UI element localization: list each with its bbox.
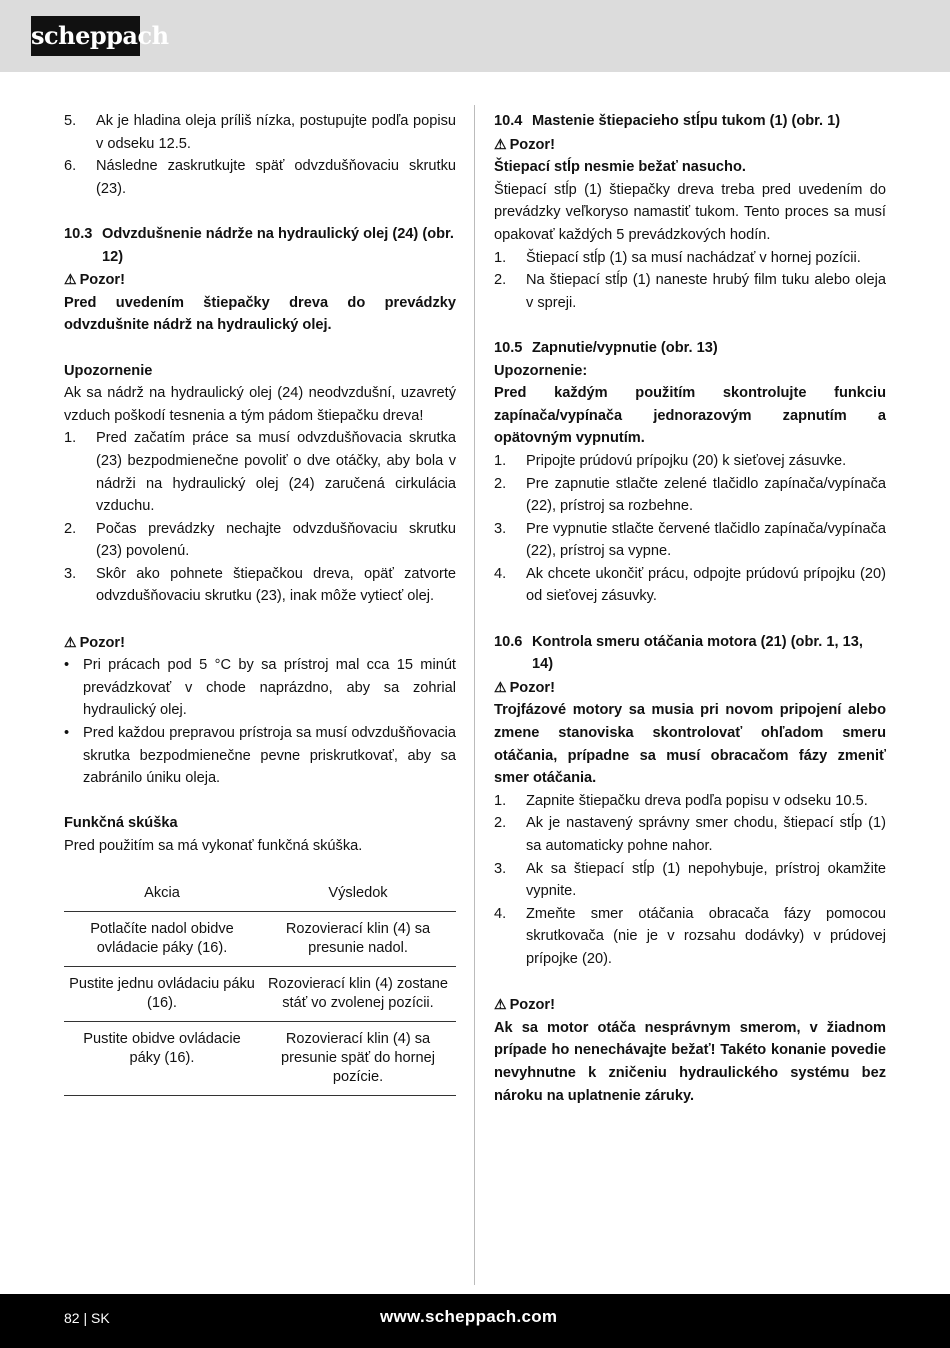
brand-logo: scheppach [31, 16, 140, 56]
list-item: 3. Pre vypnutie stlačte červené tlačidlo zapínača/vypínača (22), prístroj sa vypne. [494, 520, 886, 560]
function-test-text: Pred použitím sa má vykonať funkčná skúška. [64, 838, 363, 854]
list-item: 6. Následne zaskrutkujte späť odvzdušňovaciu skrutku (23). [64, 158, 456, 197]
function-test-table [64, 880, 456, 1096]
warning-text: Trojfázové motory sa musia pri novom pripojení alebo zmene stanoviska skontrolovať ohľadom smeru otáčania, prípadne sa musí obracačom fázy zmeniť smer otáčania. [494, 702, 886, 787]
warning-text: Ak sa motor otáča nesprávnym smerom, v žiadnom prípade ho nenechávajte bežať! Takéto konanie povedie nevyhnutne k zničeniu hydraulického systému bez nároku na uplatnenie záruky. [494, 1019, 886, 1104]
list-item: 1. Zapnite štiepačku dreva podľa popisu v odseku 10.5. [494, 792, 868, 809]
warning-label: ⚠ Pozor! [64, 271, 125, 289]
list-item: 1. Pred začatím práce sa musí odvzdušňovacia skrutka (23) bezpodmienečne povoliť o dve otáčky, aby bola v nádrži na hydraulický olej (24) zaručená cirkulácia vzduchu. [64, 430, 456, 515]
table-cell: Pustite jednu ovládaciu páku (16). [64, 966, 260, 1021]
table-cell: Pustite obidve ovládacie páky (16). [64, 1021, 260, 1095]
right-column [494, 110, 886, 1107]
note-text: Ak sa nádrž na hydraulický olej (24) neodvzdušní, uzavretý vzduch poškodí tesnenia a tým pádom štiepačku dreva! [64, 385, 456, 424]
table-header-result: Výsledok [260, 880, 456, 912]
warning-triangle-icon: ⚠ [494, 996, 507, 1013]
list-item: 4. Ak chcete ukončiť prácu, odpojte prúdovú prípojku (20) od sieťovej zásuvky. [494, 565, 886, 605]
bullet-item: • Pri prácach pod 5 °C by sa prístroj mal cca 15 minút prevádzkovať v chode naprázdno, aby sa zohrial hydraulický olej. [64, 657, 456, 719]
warning-triangle-icon: ⚠ [64, 633, 77, 650]
table-row [64, 1021, 456, 1095]
list-item: 2. Pre zapnutie stlačte zelené tlačidlo zapínača/vypínača (22), prístroj sa rozbehne. [494, 475, 886, 515]
warning-label: ⚠ Pozor! [494, 996, 555, 1014]
section-heading-10-6: 10.6 Kontrola smeru otáčania motora (21) (obr. 1, 13, 14) [494, 633, 863, 673]
page-footer [0, 1294, 950, 1348]
list-item: 3. Ak sa štiepací stĺp (1) nepohybuje, prístroj okamžite vypnite. [494, 860, 886, 900]
table-cell: Rozovierací klin (4) zostane stáť vo zvolenej pozícii. [260, 966, 456, 1021]
warning-text: Štiepací stĺp nesmie bežať nasucho. [494, 159, 746, 176]
bullet-item: • Pred každou prepravou prístroja sa musí odvzdušňovacia skrutka bezpodmienečne pevne priskrutkovať, aby sa zabránilo úniku oleja. [64, 725, 456, 787]
section-heading-10-3: 10.3 Odvzdušnenie nádrže na hydraulický olej (24) (obr. 12) [64, 225, 454, 265]
left-column [64, 110, 456, 1096]
body-text: Štiepací stĺp (1) štiepačky dreva treba pred uvedením do prevádzky veľkoryso namastiť tukom. Tento proces sa musí opakovať každých 5 prevádzkových hodín. [494, 181, 886, 243]
warning-triangle-icon: ⚠ [494, 678, 507, 695]
note-title: Upozornenie: [494, 362, 588, 379]
table-header-action: Akcia [64, 880, 260, 912]
table-row [64, 911, 456, 966]
section-heading-10-5: 10.5 Zapnutie/vypnutie (obr. 13) [494, 339, 718, 356]
column-divider [474, 105, 475, 1285]
table-row [64, 966, 456, 1021]
list-item: 3. Skôr ako pohnete štiepačkou dreva, opäť zatvorte odvzdušňovaciu skrutku (23), inak môže vytiecť olej. [64, 565, 456, 605]
list-item: 2. Počas prevádzky nechajte odvzdušňovaciu skrutku (23) povolenú. [64, 520, 456, 560]
list-item: 4. Zmeňte smer otáčania obracača fázy pomocou skrutkovača (nie je v rozsahu dodávky) v prúdovej prípojke (20). [494, 905, 886, 967]
section-heading-10-4: 10.4 Mastenie štiepacieho stĺpu tukom (1) (obr. 1) [494, 113, 841, 129]
website-link[interactable]: www.scheppach.com [380, 1307, 558, 1326]
list-item: 1. Štiepací stĺp (1) sa musí nachádzať v hornej pozícii. [494, 249, 861, 266]
note-text: Pred každým použitím skontrolujte funkciu zapínača/vypínača jednorazovým zapnutím a opätovným vypnutím. [494, 385, 886, 447]
list-item: 1. Pripojte prúdovú prípojku (20) k sieťovej zásuvke. [494, 452, 847, 469]
table-cell: Rozovierací klin (4) sa presunie nadol. [260, 911, 456, 966]
list-item: 5. Ak je hladina oleja príliš nízka, postupujte podľa popisu v odseku 12.5. [64, 113, 456, 152]
page-number: 82 | SK [64, 1310, 110, 1326]
list-item: 2. Na štiepací stĺp (1) naneste hrubý film tuku alebo oleja v spreji. [494, 272, 886, 311]
warning-triangle-icon: ⚠ [64, 271, 77, 288]
page-header [0, 0, 950, 72]
warning-label: ⚠ Pozor! [494, 678, 555, 696]
table-cell: Rozovierací klin (4) sa presunie späť do hornej pozície. [260, 1021, 456, 1095]
warning-text: Pred uvedením štiepačky dreva do prevádzky odvzdušnite nádrž na hydraulický olej. [64, 294, 456, 334]
note-title: Upozornenie [64, 362, 153, 379]
warning-label: ⚠ Pozor! [494, 135, 555, 153]
function-test-title: Funkčná skúška [64, 815, 178, 832]
table-cell: Potlačíte nadol obidve ovládacie páky (16). [64, 911, 260, 966]
warning-triangle-icon: ⚠ [494, 135, 507, 152]
warning-label: ⚠ Pozor! [64, 633, 125, 651]
list-item: 2. Ak je nastavený správny smer chodu, štiepací stĺp (1) sa automaticky pohne nahor. [494, 815, 886, 854]
